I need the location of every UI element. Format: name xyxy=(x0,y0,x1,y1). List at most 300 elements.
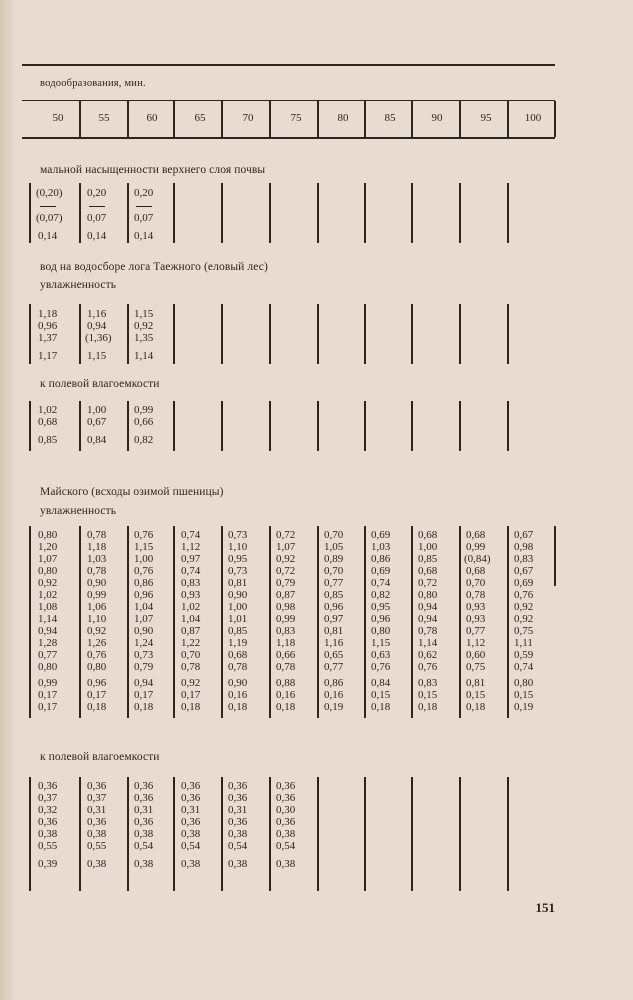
header-column-separator xyxy=(364,101,366,137)
header-column-separator xyxy=(127,101,129,137)
table-cell: 0,36 xyxy=(181,792,201,804)
column-separator xyxy=(269,526,271,718)
table-cell: 0,38 xyxy=(87,858,107,870)
table-cell: 0,15 xyxy=(371,689,391,701)
column-separator xyxy=(364,526,366,718)
block-left-border xyxy=(29,401,31,451)
table-cell: 0,94 xyxy=(418,601,438,613)
column-separator xyxy=(507,304,509,364)
column-separator xyxy=(364,777,366,891)
table-cell: 0,89 xyxy=(324,553,344,565)
table-cell: 0,86 xyxy=(134,577,154,589)
header-column-separator xyxy=(317,101,319,137)
table-cell: 0,86 xyxy=(324,677,344,689)
table-cell: 0,31 xyxy=(181,804,201,816)
table-cell: 1,02 xyxy=(38,589,58,601)
table-cell: 0,86 xyxy=(371,553,391,565)
block-left-border xyxy=(29,183,31,243)
table-cell: 0,66 xyxy=(276,649,296,661)
table-cell: 0,36 xyxy=(228,792,248,804)
block-left-border xyxy=(29,777,31,891)
column-separator xyxy=(507,401,509,451)
table-cell: 0,76 xyxy=(418,661,438,673)
header-column-65: 65 xyxy=(194,112,206,124)
table-cell: 1,00 xyxy=(134,553,154,565)
table-cell: 0,38 xyxy=(38,828,58,840)
table-cell: 0,95 xyxy=(228,553,248,565)
table-cell: 0,15 xyxy=(514,689,534,701)
table-cell: 0,96 xyxy=(134,589,154,601)
table-cell: 0,16 xyxy=(276,689,296,701)
table-cell: 0,95 xyxy=(371,601,391,613)
table-cell: 0,90 xyxy=(87,577,107,589)
table-cell: 1,10 xyxy=(228,541,248,553)
table-cell: 0,78 xyxy=(228,661,248,673)
table-cell: 0,14 xyxy=(134,230,154,242)
table-cell: 0,18 xyxy=(87,701,107,713)
table-cell: 0,78 xyxy=(87,565,107,577)
table-cell: 0,18 xyxy=(276,701,296,713)
table-cell: 0,36 xyxy=(134,780,154,792)
table-cell: 0,94 xyxy=(134,677,154,689)
table-cell: 0,77 xyxy=(324,661,344,673)
table-cell: 0,76 xyxy=(134,565,154,577)
table-cell: 1,00 xyxy=(418,541,438,553)
column-separator xyxy=(173,183,175,243)
table-cell: 0,36 xyxy=(228,780,248,792)
column-separator xyxy=(79,183,81,243)
table-cell: 0,81 xyxy=(324,625,344,637)
table-cell: 0,96 xyxy=(371,613,391,625)
column-separator xyxy=(507,183,509,243)
table-cell: 0,80 xyxy=(87,661,107,673)
table-cell: 1,00 xyxy=(87,404,107,416)
table-cell: 0,94 xyxy=(87,320,107,332)
table-cell: 0,36 xyxy=(228,816,248,828)
table-cell: 0,76 xyxy=(371,661,391,673)
table-cell: 0,69 xyxy=(371,565,391,577)
table-cell: (0,07) xyxy=(36,212,63,224)
table-cell: 1,19 xyxy=(228,637,248,649)
table-cell: 1,14 xyxy=(134,350,154,362)
table-cell xyxy=(136,201,152,212)
header-bottom-rule xyxy=(22,137,555,139)
header-column-85: 85 xyxy=(384,112,396,124)
header-column-80: 80 xyxy=(337,112,349,124)
column-separator xyxy=(127,183,129,243)
column-separator xyxy=(127,526,129,718)
table-cell: 0,75 xyxy=(514,625,534,637)
table-cell: 1,06 xyxy=(87,601,107,613)
table-cell: 0,16 xyxy=(324,689,344,701)
table-cell: 1,37 xyxy=(38,332,58,344)
column-separator xyxy=(79,777,81,891)
column-separator xyxy=(269,777,271,891)
section-label-field-capacity-2: к полевой влагоемкости xyxy=(40,751,160,763)
table-cell: 0,68 xyxy=(418,529,438,541)
column-separator xyxy=(269,183,271,243)
table-cell: 0,16 xyxy=(228,689,248,701)
table-cell: 0,72 xyxy=(418,577,438,589)
table-cell: 0,96 xyxy=(38,320,58,332)
table-cell: 0,17 xyxy=(38,701,58,713)
table-cell: 1,11 xyxy=(514,637,533,649)
table-cell: 0,37 xyxy=(87,792,107,804)
table-cell xyxy=(40,201,56,212)
header-column-75: 75 xyxy=(290,112,302,124)
table-cell: 0,74 xyxy=(371,577,391,589)
table-cell: 1,15 xyxy=(371,637,391,649)
table-cell: 0,67 xyxy=(87,416,107,428)
table-cell: 0,54 xyxy=(181,840,201,852)
header-column-separator xyxy=(411,101,413,137)
table-cell: 0,90 xyxy=(228,589,248,601)
table-cell: 0,36 xyxy=(87,780,107,792)
table-cell: 1,12 xyxy=(181,541,201,553)
section-label-saturation: мальной насыщенности верхнего слоя почвы xyxy=(40,164,266,176)
table-cell: 0,93 xyxy=(181,589,201,601)
table-cell: 0,38 xyxy=(87,828,107,840)
table-cell: 1,03 xyxy=(371,541,391,553)
table-cell: 0,99 xyxy=(276,613,296,625)
table-cell: 0,76 xyxy=(87,649,107,661)
table-cell: 0,55 xyxy=(87,840,107,852)
table-cell: 0,99 xyxy=(466,541,486,553)
table-cell: 0,85 xyxy=(228,625,248,637)
table-cell: 0,39 xyxy=(38,858,58,870)
table-cell: 0,59 xyxy=(514,649,534,661)
table-cell: 0,96 xyxy=(87,677,107,689)
table-cell: 0,97 xyxy=(181,553,201,565)
table-cell: 1,17 xyxy=(38,350,58,362)
table-cell: 0,18 xyxy=(418,701,438,713)
header-label: водообразования, мин. xyxy=(40,78,146,89)
table-cell: 1,16 xyxy=(324,637,344,649)
table-cell: 0,83 xyxy=(514,553,534,565)
table-cell: 0,36 xyxy=(181,816,201,828)
table-cell: 0,92 xyxy=(87,625,107,637)
table-cell: 0,38 xyxy=(134,828,154,840)
table-cell: 0,38 xyxy=(228,828,248,840)
table-cell: 1,24 xyxy=(134,637,154,649)
header-column-50: 50 xyxy=(52,112,64,124)
table-cell: 0,78 xyxy=(466,589,486,601)
table-cell: 1,28 xyxy=(38,637,58,649)
table-cell: 0,36 xyxy=(134,816,154,828)
column-separator xyxy=(554,526,556,586)
column-separator xyxy=(79,304,81,364)
header-column-separator xyxy=(459,101,461,137)
table-cell: 0,85 xyxy=(324,589,344,601)
table-cell: 0,78 xyxy=(87,529,107,541)
table-cell: 0,36 xyxy=(276,792,296,804)
table-cell: 0,54 xyxy=(276,840,296,852)
header-column-90: 90 xyxy=(431,112,443,124)
table-cell: 0,32 xyxy=(38,804,58,816)
table-cell: 0,74 xyxy=(514,661,534,673)
table-cell: 0,78 xyxy=(181,661,201,673)
table-cell: 1,01 xyxy=(228,613,248,625)
table-cell: 0,72 xyxy=(276,565,296,577)
header-column-60: 60 xyxy=(146,112,158,124)
table-cell: 0,66 xyxy=(134,416,154,428)
column-separator xyxy=(364,183,366,243)
header-column-55: 55 xyxy=(98,112,110,124)
table-cell: 0,75 xyxy=(466,661,486,673)
table-cell: 0,80 xyxy=(514,677,534,689)
table-cell: 0,19 xyxy=(514,701,534,713)
table-cell: 0,63 xyxy=(371,649,391,661)
table-cell: 1,04 xyxy=(181,613,201,625)
table-cell: 0,36 xyxy=(181,780,201,792)
table-cell: 1,02 xyxy=(38,404,58,416)
header-column-separator xyxy=(221,101,223,137)
table-cell: 0,68 xyxy=(418,565,438,577)
column-separator xyxy=(269,401,271,451)
table-cell: 0,78 xyxy=(276,661,296,673)
column-separator xyxy=(317,183,319,243)
table-cell: 0,74 xyxy=(181,529,201,541)
table-cell: 1,22 xyxy=(181,637,201,649)
column-separator xyxy=(173,304,175,364)
page-fold-shadow xyxy=(0,0,16,1000)
table-cell: 0,36 xyxy=(276,816,296,828)
table-cell: 0,92 xyxy=(514,601,534,613)
table-cell: 1,35 xyxy=(134,332,154,344)
table-cell: 0,62 xyxy=(418,649,438,661)
table-cell: 1,10 xyxy=(87,613,107,625)
table-cell: 1,18 xyxy=(87,541,107,553)
table-cell: 1,08 xyxy=(38,601,58,613)
table-cell: 0,37 xyxy=(38,792,58,804)
table-cell: (1,36) xyxy=(85,332,112,344)
table-cell: 0,19 xyxy=(324,701,344,713)
table-cell: 0,36 xyxy=(38,780,58,792)
table-cell: 0,70 xyxy=(324,565,344,577)
table-cell: 0,17 xyxy=(38,689,58,701)
table-cell: 1,07 xyxy=(134,613,154,625)
table-cell: 0,20 xyxy=(87,187,107,199)
table-cell: 0,65 xyxy=(324,649,344,661)
table-cell: 0,73 xyxy=(228,529,248,541)
table-cell: 0,67 xyxy=(514,565,534,577)
column-separator xyxy=(221,526,223,718)
table-cell: 0,18 xyxy=(134,701,154,713)
table-cell: 0,99 xyxy=(38,677,58,689)
fraction-bar xyxy=(89,206,105,207)
header-column-separator xyxy=(79,101,81,137)
table-cell: 1,07 xyxy=(38,553,58,565)
table-cell: 0,18 xyxy=(181,701,201,713)
table-cell: 0,84 xyxy=(371,677,391,689)
table-cell: 1,16 xyxy=(87,308,107,320)
block-left-border xyxy=(29,526,31,718)
table-cell: 1,18 xyxy=(276,637,296,649)
table-cell: 0,87 xyxy=(276,589,296,601)
header-mid-rule xyxy=(22,100,555,101)
table-cell: 0,07 xyxy=(87,212,107,224)
table-cell: 0,98 xyxy=(276,601,296,613)
table-cell: 0,80 xyxy=(38,529,58,541)
table-cell: 0,73 xyxy=(228,565,248,577)
table-cell: 0,70 xyxy=(466,577,486,589)
table-cell: 0,79 xyxy=(276,577,296,589)
table-cell: 0,55 xyxy=(38,840,58,852)
column-separator xyxy=(269,304,271,364)
fraction-bar xyxy=(40,206,56,207)
table-cell: 0,74 xyxy=(181,565,201,577)
table-cell: 0,14 xyxy=(87,230,107,242)
table-cell: 0,81 xyxy=(466,677,486,689)
table-cell: 0,36 xyxy=(38,816,58,828)
table-cell: 0,38 xyxy=(276,858,296,870)
table-cell: 0,15 xyxy=(466,689,486,701)
column-separator xyxy=(507,777,509,891)
table-cell: 1,26 xyxy=(87,637,107,649)
table-cell: 0,14 xyxy=(38,230,58,242)
section-label-maysky: Майского (всходы озимой пшеницы) xyxy=(40,486,224,498)
table-cell: 0,18 xyxy=(371,701,391,713)
column-separator xyxy=(507,526,509,718)
table-cell: 1,18 xyxy=(38,308,58,320)
column-separator xyxy=(459,401,461,451)
table-cell: 0,38 xyxy=(276,828,296,840)
table-cell: 0,94 xyxy=(38,625,58,637)
table-cell: 0,94 xyxy=(418,613,438,625)
table-cell: 1,20 xyxy=(38,541,58,553)
column-separator xyxy=(317,401,319,451)
table-cell: 1,04 xyxy=(134,601,154,613)
header-column-100: 100 xyxy=(524,112,542,124)
table-cell: 1,15 xyxy=(134,541,154,553)
table-cell: 0,07 xyxy=(134,212,154,224)
column-separator xyxy=(127,777,129,891)
column-separator xyxy=(317,777,319,891)
table-cell: 1,07 xyxy=(276,541,296,553)
table-cell: 0,68 xyxy=(466,565,486,577)
header-column-70: 70 xyxy=(242,112,254,124)
table-cell: 1,15 xyxy=(134,308,154,320)
section-label-moisture-2: увлажненность xyxy=(40,505,117,517)
table-cell: 0,77 xyxy=(466,625,486,637)
table-cell: 0,17 xyxy=(87,689,107,701)
table-cell: 0,93 xyxy=(466,613,486,625)
table-cell: 0,38 xyxy=(181,828,201,840)
table-cell: 1,03 xyxy=(87,553,107,565)
table-cell: 0,30 xyxy=(276,804,296,816)
column-separator xyxy=(79,401,81,451)
header-column-separator xyxy=(269,101,271,137)
table-cell: 0,83 xyxy=(181,577,201,589)
table-cell: 1,15 xyxy=(87,350,107,362)
column-separator xyxy=(221,401,223,451)
table-cell: 0,38 xyxy=(181,858,201,870)
table-cell: 0,31 xyxy=(228,804,248,816)
table-cell: (0,84) xyxy=(464,553,491,565)
table-cell xyxy=(89,201,105,212)
column-separator xyxy=(221,183,223,243)
table-cell: 0,70 xyxy=(181,649,201,661)
table-cell: 0,80 xyxy=(38,565,58,577)
table-cell: 0,97 xyxy=(324,613,344,625)
table-cell: 0,68 xyxy=(228,649,248,661)
table-cell: 0,92 xyxy=(134,320,154,332)
header-column-separator xyxy=(173,101,175,137)
table-cell: 0,99 xyxy=(87,589,107,601)
table-cell: 0,83 xyxy=(276,625,296,637)
table-cell: 0,80 xyxy=(418,589,438,601)
table-cell: 0,20 xyxy=(134,187,154,199)
table-cell: 0,81 xyxy=(228,577,248,589)
table-cell: 0,72 xyxy=(276,529,296,541)
table-cell: 0,15 xyxy=(418,689,438,701)
table-cell: 1,00 xyxy=(228,601,248,613)
table-cell: 1,02 xyxy=(181,601,201,613)
page-number: 151 xyxy=(535,900,555,915)
table-cell: 0,73 xyxy=(134,649,154,661)
table-cell: 0,79 xyxy=(134,661,154,673)
table-cell: 0,83 xyxy=(418,677,438,689)
header-column-separator xyxy=(507,101,509,137)
table-cell: 0,18 xyxy=(228,701,248,713)
column-separator xyxy=(411,401,413,451)
column-separator xyxy=(364,304,366,364)
table-cell: (0,20) xyxy=(36,187,63,199)
table-cell: 0,38 xyxy=(134,858,154,870)
table-cell: 0,17 xyxy=(181,689,201,701)
table-cell: 0,98 xyxy=(514,541,534,553)
table-cell: 0,90 xyxy=(228,677,248,689)
column-separator xyxy=(364,401,366,451)
table-cell: 0,54 xyxy=(228,840,248,852)
header-column-separator xyxy=(554,101,556,137)
column-separator xyxy=(173,401,175,451)
table-cell: 0,38 xyxy=(228,858,248,870)
table-cell: 0,31 xyxy=(87,804,107,816)
table-cell: 0,90 xyxy=(134,625,154,637)
table-cell: 0,76 xyxy=(134,529,154,541)
column-separator xyxy=(317,526,319,718)
table-cell: 0,60 xyxy=(466,649,486,661)
section-label-moisture-1: увлажненность xyxy=(40,279,117,291)
table-cell: 0,84 xyxy=(87,434,107,446)
column-separator xyxy=(459,777,461,891)
table-cell: 0,92 xyxy=(276,553,296,565)
table-cell: 0,82 xyxy=(371,589,391,601)
table-cell: 0,76 xyxy=(514,589,534,601)
table-cell: 0,85 xyxy=(418,553,438,565)
column-separator xyxy=(411,777,413,891)
block-left-border xyxy=(29,304,31,364)
column-separator xyxy=(173,777,175,891)
table-cell: 0,87 xyxy=(181,625,201,637)
header-top-rule xyxy=(22,64,555,66)
column-separator xyxy=(459,526,461,718)
header-column-95: 95 xyxy=(480,112,492,124)
table-cell: 0,17 xyxy=(134,689,154,701)
column-separator xyxy=(317,304,319,364)
column-separator xyxy=(411,183,413,243)
table-cell: 1,05 xyxy=(324,541,344,553)
column-separator xyxy=(79,526,81,718)
table-cell: 0,82 xyxy=(134,434,154,446)
table-cell: 0,85 xyxy=(38,434,58,446)
column-separator xyxy=(411,304,413,364)
table-cell: 0,77 xyxy=(324,577,344,589)
section-label-field-capacity-1: к полевой влагоемкости xyxy=(40,378,160,390)
column-separator xyxy=(127,401,129,451)
column-separator xyxy=(221,304,223,364)
